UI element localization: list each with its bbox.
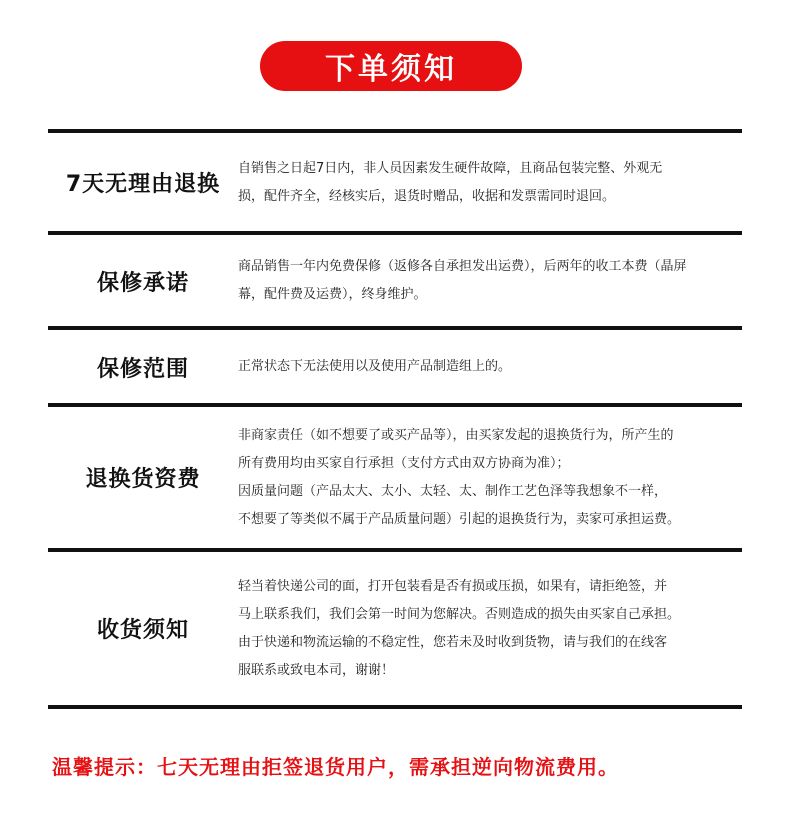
section-7day-return [48, 133, 742, 232]
section-description [238, 573, 742, 685]
description-line: 损，配件齐全，经核实后，退货时赠品，收据和发票需同时退回。 [238, 188, 616, 204]
section-warranty-promise [48, 235, 742, 327]
section-description [238, 353, 742, 381]
description-line: 轻当着快递公司的面，打开包装看是否有损或压损，如果有，请拒绝签，并 [238, 578, 668, 594]
section-description [238, 422, 742, 534]
divider-bottom [48, 705, 742, 709]
section-warranty-scope [48, 330, 742, 404]
description-line: 马上联系我们，我们会第一时间为您解决。否则造成的损失由买家自己承担。 [238, 606, 681, 622]
section-return-fees [48, 407, 742, 548]
section-receiving-notice [48, 552, 742, 705]
section-label: 保修承诺 [96, 270, 189, 296]
description-line: 不想要了等类似不属于产品质量问题）引起的退换货行为，卖家可承担运费。 [238, 511, 681, 527]
section-label: 收货须知 [96, 618, 189, 643]
section-description [238, 253, 742, 309]
description-line: 服联系或致电本司，谢谢！ [238, 662, 395, 678]
section-description [238, 155, 742, 211]
description-line: 幕，配件费及运费），终身维护。 [238, 287, 427, 302]
description-line: 正常状态下无法使用以及使用产品制造组上的。 [238, 359, 512, 374]
section-label: 保修范围 [96, 356, 189, 382]
description-line: 非商家责任（如不想要了或买产品等），由买家发起的退换货行为，所产生的 [238, 427, 674, 443]
page-title: 下单须知 [325, 52, 457, 87]
footer-warning: 温馨提示：七天无理由拒签退货用户，需承担逆向物流费用。 [52, 755, 619, 779]
title-banner [260, 41, 522, 91]
description-line: 所有费用均由买家自行承担（支付方式由双方协商为准）； [238, 455, 570, 471]
section-label: 7天无理由退换 [65, 172, 221, 197]
description-line: 因质量问题（产品太大、太小、太轻、太、制作工艺色泽等我想象不一样， [238, 483, 668, 499]
description-line: 由于快递和物流运输的不稳定性，您若未及时收到货物，请与我们的在线客 [238, 634, 668, 650]
description-line: 自销售之日起7日内，非人员因素发生硬件故障，且商品包装完整、外观无 [238, 160, 663, 176]
section-label: 退换货资费 [85, 467, 201, 492]
description-line: 商品销售一年内免费保修（返修各自承担发出运费），后两年的收工本费（晶屏 [238, 259, 687, 274]
